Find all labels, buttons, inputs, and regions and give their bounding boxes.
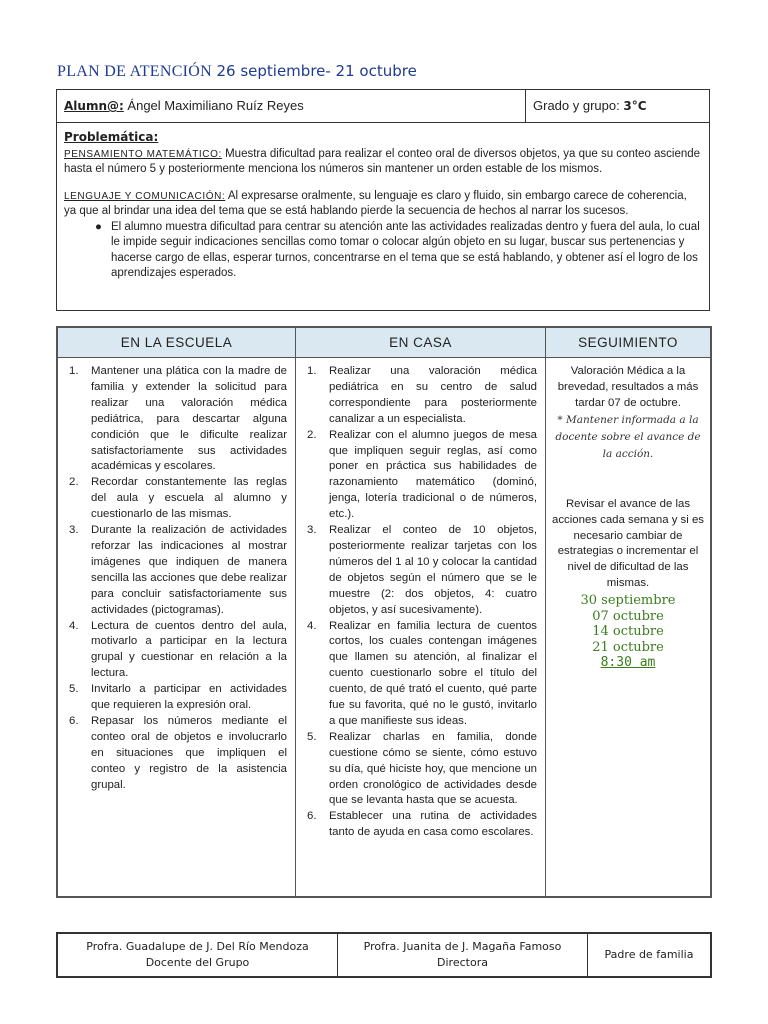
math-text: Muestra dificultad para realizar el conteo oral de diversos objetos, ya que su conteo asciende hasta el número 5 y posteriormente menciona los números sin mantener un orden estable de los mismos.	[64, 147, 701, 175]
student-label: Alumn@:	[64, 99, 124, 113]
teacher-role: Docente del Grupo	[145, 956, 250, 969]
language-label: LENGUAJE Y COMUNICACIÓN:	[64, 190, 226, 202]
header-seguimiento: SEGUIMIENTO	[578, 335, 678, 350]
list-item: 4. Realizar en familia lectura de cuentos cortos, los cuales contengan imágenes que llamen su atención, al finalizar el cuento cuestionarlo sobre el título del cuento, de qué trató el cuento, qué parte fue su favorita, qué no le gustó, invitarlo a que manifieste sus ideas.	[307, 619, 537, 727]
list-item: 3. Durante la realización de actividades reforzar las indicaciones al mostrar imágenes que indiquen de manera sencilla las acciones que debe realizar para concluir satisfactoriamente sus actividades (pictogramas).	[69, 524, 287, 616]
language-text: Al expresarse oralmente, su lenguaje es claro y fluido, sin embargo carece de coherencia, ya que al brindar una idea del tema que se está hablando pierde la secuencia de hechos al narrar los sucesos.	[64, 189, 687, 217]
title-dates: 26 septiembre- 21 octubre	[216, 62, 417, 80]
bullet-icon: ●	[95, 220, 102, 233]
math-paragraph	[64, 147, 702, 178]
signature-director	[338, 934, 588, 976]
list-item: 2. Realizar con el alumno juegos de mesa que impliquen seguir reglas, así como poner en práctica sus habilidades de razonamiento matemático (dominó, jenga, lotería tradicional o de números, etc.).	[307, 428, 537, 521]
director-role: Directora	[437, 956, 488, 969]
list-item: 5. Invitarlo a participar en actividades que requieren la expresión oral.	[69, 683, 287, 712]
review-time: 8:30 am	[600, 655, 656, 671]
problem-heading: Problemática:	[64, 130, 159, 144]
student-cell	[57, 90, 526, 122]
grade-value: 3°C	[623, 99, 647, 113]
teacher-name: Profra. Guadalupe de J. Del Río Mendoza	[86, 940, 309, 953]
attention-bullet	[95, 220, 702, 282]
grade-label: Grado y grupo:	[533, 98, 620, 113]
medical-followup: Valoración Médica a la brevedad, resultados a más tardar 07 de octubre.	[557, 365, 699, 409]
page-title	[57, 62, 417, 81]
signature-table	[56, 932, 712, 978]
date-item: 07 octubre	[592, 608, 664, 624]
date-item: 30 septiembre	[580, 593, 676, 609]
title-main: PLAN DE ATENCIÓN	[57, 63, 213, 80]
signature-teacher	[58, 934, 338, 976]
list-item: 5. Realizar charlas en familia, donde cuestione cómo se siente, cómo estuvo su día, qué hiciste hoy, que mencione un orden cronológico de actividades desde que se levanta hasta que se acuesta.	[307, 730, 537, 807]
escuela-column	[58, 358, 296, 896]
list-item: 6. Establecer una rutina de actividades tanto de ayuda en casa como escolares.	[307, 810, 537, 839]
student-info-box	[56, 89, 710, 311]
plan-table	[56, 326, 712, 898]
language-paragraph	[64, 189, 702, 220]
header-casa: EN CASA	[296, 328, 546, 357]
signature-parent	[588, 934, 710, 976]
attention-text: El alumno muestra dificultad para centrar su atención ante las actividades realizadas dentro y fuera del aula, lo cual le impide seguir indicaciones sencillas como tomar o colocar algún objeto en su lugar, buscar sus pertenencias y hacerse cargo de ellas, esperar turnos, concentrarse en el tema que se está hablando, y obtener así el logro de los aprendizajes esperados.	[111, 220, 700, 279]
list-item: 1. Mantener una plática con la madre de familia y extender la solicitud para realizar una valoración médica pediátrica, para descartar alguna condición que le dificulte realizar satisfactoriamente sus actividades académicas y escolares.	[69, 365, 287, 473]
list-item: 2. Recordar constantemente las reglas del aula y escuela al alumno y cuestionarlo de las mismas.	[69, 476, 287, 521]
date-item: 21 octubre	[592, 639, 664, 655]
date-item: 14 octubre	[592, 624, 664, 640]
header-escuela: EN LA ESCUELA	[58, 328, 296, 357]
problem-section	[57, 123, 709, 282]
list-item: 3. Realizar el conteo de 10 objetos, posteriormente realizar tarjetas con los números del 1 al 10 y colocar la cantidad de objetos según el número que se le muestre (2: dos objetos, 4: cuatro objetos, y así sucesivamente).	[307, 524, 537, 616]
seguimiento-column	[546, 358, 710, 896]
student-name: Ángel Maximiliano Ruíz Reyes	[127, 98, 304, 113]
review-dates	[552, 593, 704, 671]
grade-cell	[526, 90, 709, 122]
math-label: PENSAMIENTO MATEMÁTICO:	[64, 148, 222, 160]
casa-column	[296, 358, 546, 896]
list-item: 6. Repasar los números mediante el conteo oral de objetos e involucrarlo en situaciones que impliquen el conteo y registro de la asistencia grupal.	[69, 714, 287, 791]
list-item: 1. Realizar una valoración médica pediátrica en su centro de salud correspondiente para posteriormente canalizar a un especialista.	[307, 365, 537, 425]
director-name: Profra. Juanita de J. Magaña Famoso	[363, 940, 562, 953]
weekly-review: Revisar el avance de las acciones cada semana y si es necesario cambiar de estrategias o incrementar el nivel de dificultad de las mismas.	[552, 497, 704, 590]
table-header	[58, 328, 710, 358]
list-item: 4. Lectura de cuentos dentro del aula, motivarlo a participar en la lectura grupal y cuestionar en relación a la lectura.	[69, 619, 287, 680]
handwritten-note: * Mantener informada a la docente sobre el avance de la acción.	[555, 413, 701, 460]
parent-label: Padre de familia	[604, 948, 694, 961]
